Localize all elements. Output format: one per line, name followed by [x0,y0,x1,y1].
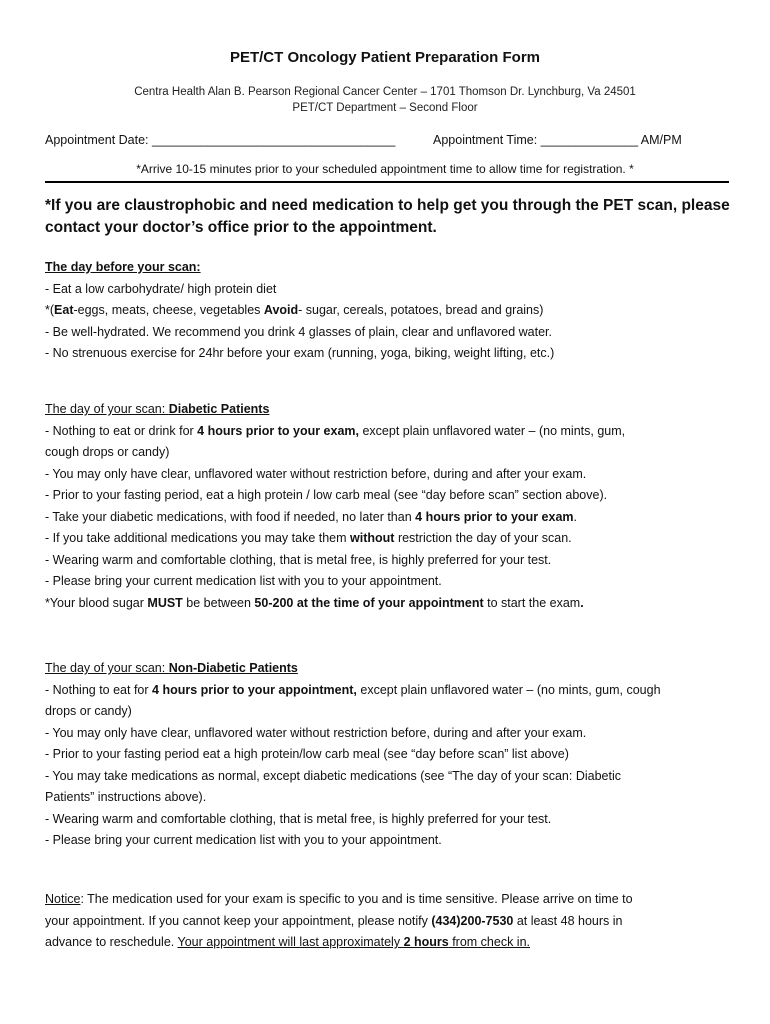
list-item: - Eat a low carbohydrate/ high protein diet [45,281,277,296]
diabetic-heading: The day of your scan: Diabetic Patients [45,402,270,416]
diabetic-section [45,399,735,614]
list-item: - Be well-hydrated. We recommend you drink 4 glasses of plain, clear and unflavored water. [45,324,552,339]
blood-sugar-note: *Your blood sugar MUST be between 50-200 at the time of your appointment to start the exam. [45,595,584,610]
notice-line: your appointment. If you cannot keep your appointment, please notify (434)200-7530 at least 48 hours in [45,913,623,928]
list-item: - Prior to your fasting period eat a high protein/low carb meal (see “day before scan” list above) [45,747,569,761]
notice-label: Notice [45,892,81,906]
day-before-section [45,257,735,365]
appointment-date-field: Appointment Date: ___________________________________ [45,133,396,147]
duration-note: Your appointment will last approximately 2 hours from check in. [177,935,530,949]
notice-line: advance to reschedule. Your appointment will last approximately 2 hours from check in. [45,935,530,949]
list-item: - No strenuous exercise for 24hr before your exam (running, yoga, biking, weight lifting, etc.) [45,346,555,360]
list-item: - Nothing to eat or drink for 4 hours prior to your exam, except plain unflavored water – (no mints, gum, [45,423,626,438]
list-item: cough drops or candy) [45,445,170,459]
notice-paragraph [45,889,735,954]
day-before-heading: The day before your scan: [45,260,201,274]
list-item: *(Eat-eggs, meats, cheese, vegetables Avoid- sugar, cereals, potatoes, bread and grains) [45,303,544,317]
department-line: PET/CT Department – Second Floor [292,102,478,114]
list-item: - If you take additional medications you may take them without restriction the day of your scan. [45,531,572,545]
list-item: - Please bring your current medication list with you to your appointment. [45,833,442,847]
list-item: - Wearing warm and comfortable clothing, that is metal free, is highly preferred for your test. [45,552,552,567]
list-item: - Wearing warm and comfortable clothing, that is metal free, is highly preferred for your test. [45,811,552,826]
warning-line: contact your doctor’s office prior to the appointment. [45,219,437,236]
non-diabetic-heading: The day of your scan: Non-Diabetic Patients [45,661,298,675]
list-item: - You may take medications as normal, except diabetic medications (see “The day of your scan: Diabetic [45,768,621,783]
list-item: - Nothing to eat for 4 hours prior to your appointment, except plain unflavored water – (no mints, gum, cough [45,682,661,697]
claustrophobia-warning [45,195,735,239]
list-item: - You may only have clear, unflavored water without restriction before, during and after your exam. [45,725,587,740]
non-diabetic-section [45,658,735,852]
header-divider [45,181,729,183]
list-item: - Prior to your fasting period, eat a high protein / low carb meal (see “day before scan” section above). [45,488,608,502]
list-item: - Take your diabetic medications, with food if needed, no later than 4 hours prior to your exam. [45,509,577,524]
appointment-time-field: Appointment Time: ______________ AM/PM [433,133,682,147]
phone-number: (434)200-7530 [431,913,514,928]
list-item: - Please bring your current medication list with you to your appointment. [45,574,442,588]
list-item: Patients” instructions above). [45,790,207,804]
list-item: - You may only have clear, unflavored water without restriction before, during and after your exam. [45,466,587,481]
notice-line: Notice: The medication used for your exam is specific to you and is time sensitive. Please arrive on time to [45,892,633,906]
warning-line: *If you are claustrophobic and need medication to help get you through the PET scan, please [45,197,730,214]
form-title: PET/CT Oncology Patient Preparation Form [229,49,541,66]
list-item: drops or candy) [45,704,132,718]
appointment-row [45,133,725,147]
center-address: Centra Health Alan B. Pearson Regional Cancer Center – 1701 Thomson Dr. Lynchburg, Va 24501 [134,86,636,98]
arrival-note: *Arrive 10-15 minutes prior to your scheduled appointment time to allow time for registration. * [136,162,634,176]
